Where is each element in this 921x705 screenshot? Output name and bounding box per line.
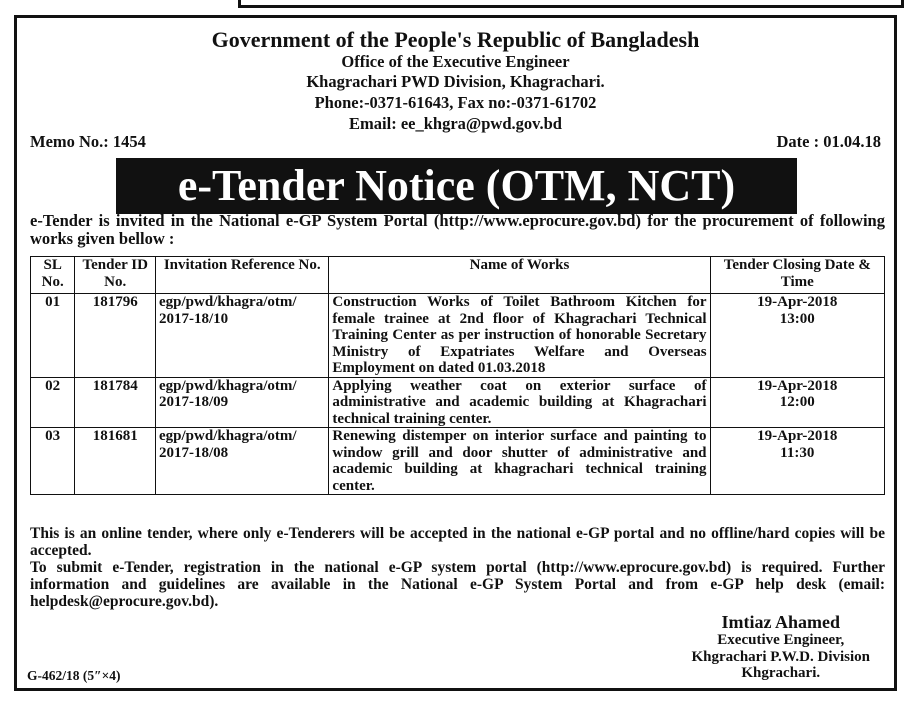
cell-ref (156, 294, 329, 378)
footer-notes (30, 525, 885, 610)
ref-line2: 2017-18/08 (159, 444, 229, 461)
cell-sl: 02 (31, 377, 75, 428)
email: Email: ee_khgra@pwd.gov.bd (349, 114, 562, 133)
closing-time: 12:00 (779, 394, 815, 410)
memo-number: Memo No.: 1454 (30, 132, 146, 151)
office-title: Office of the Executive Engineer (341, 52, 570, 71)
cell-closing (710, 377, 884, 428)
cell-sl: 01 (31, 294, 75, 378)
col-closing: Tender Closing Date & Time (710, 257, 884, 294)
cell-tender-id: 181681 (75, 428, 156, 495)
signatory-place: Khgrachari. (741, 665, 821, 681)
table-header-row (31, 257, 885, 294)
signatory-name: Imtiaz Ahamed (721, 612, 840, 632)
ref-line2: 2017-18/09 (159, 394, 229, 410)
cell-sl: 03 (31, 428, 75, 495)
cell-works: Construction Works of Toilet Bathroom Kitchen for female trainee at 2nd floor of Khagrachari Technical Training Center as per instruction of honorable Secretary Ministry of Expatriates Welfare and Overseas Employment on dated 01.03.2018 (329, 294, 710, 378)
table-row (31, 428, 885, 495)
phone-fax: Phone:-0371-61643, Fax no:-0371-61702 (314, 93, 597, 112)
cell-ref (156, 377, 329, 428)
footer-para-online: This is an online tender, where only e-Tenderers will be accepted in the national e-GP portal and no offline/hard copies will be accepted. (30, 525, 885, 559)
closing-date: 19-Apr-2018 (757, 428, 838, 444)
intro-text: e-Tender is invited in the National e-GP System Portal (http://www.eprocure.gov.bd) for the procurement of following works given bellow : (30, 211, 885, 248)
ref-line2: 2017-18/10 (159, 310, 229, 327)
signatory-title: Executive Engineer, (717, 632, 845, 648)
cell-works: Applying weather coat on exterior surface of administrative and academic building at Khagrachari technical training center. (329, 377, 710, 428)
notice-title-banner: e-Tender Notice (OTM, NCT) (116, 158, 797, 214)
col-name-of-works: Name of Works (329, 257, 710, 294)
closing-date: 19-Apr-2018 (757, 294, 838, 310)
top-border-strip (238, 0, 904, 8)
cell-tender-id: 181784 (75, 377, 156, 428)
cell-closing (710, 428, 884, 495)
government-title: Government of the People's Republic of Bangladesh (211, 27, 700, 52)
notice-date: Date : 01.04.18 (776, 132, 881, 151)
col-sl: SL No. (31, 257, 75, 294)
cell-ref (156, 428, 329, 495)
closing-time: 13:00 (779, 310, 815, 327)
division-title: Khagrachari PWD Division, Khagrachari. (306, 72, 605, 91)
col-invitation-ref: Invitation Reference No. (156, 257, 329, 294)
cell-tender-id: 181796 (75, 294, 156, 378)
g-number: G-462/18 (5″×4) (27, 668, 121, 683)
cell-closing (710, 294, 884, 378)
ref-line1: egp/pwd/khagra/otm/ (159, 428, 297, 444)
ref-line1: egp/pwd/khagra/otm/ (159, 377, 297, 394)
closing-time: 11:30 (780, 444, 815, 461)
signatory-division: Khgrachari P.W.D. Division (691, 648, 870, 665)
cell-works: Renewing distemper on interior surface and painting to window grill and door shutter of administrative and academic building at khagrachari technical training center. (329, 428, 710, 495)
ref-line1: egp/pwd/khagra/otm/ (159, 294, 297, 310)
signature-block (692, 612, 871, 682)
footer-para-registration: To submit e-Tender, registration in the national e-GP system portal (http://www.eprocure.gov.bd) is required. Further information and guidelines are available in the National e-GP System Portal and from e-GP help desk (email: helpdesk@eprocure.gov.bd). (30, 559, 885, 610)
table-row (31, 377, 885, 428)
tender-table (30, 256, 885, 495)
col-tender-id: Tender ID No. (75, 257, 156, 294)
notice-frame (14, 15, 897, 691)
table-row (31, 294, 885, 378)
closing-date: 19-Apr-2018 (757, 377, 838, 394)
